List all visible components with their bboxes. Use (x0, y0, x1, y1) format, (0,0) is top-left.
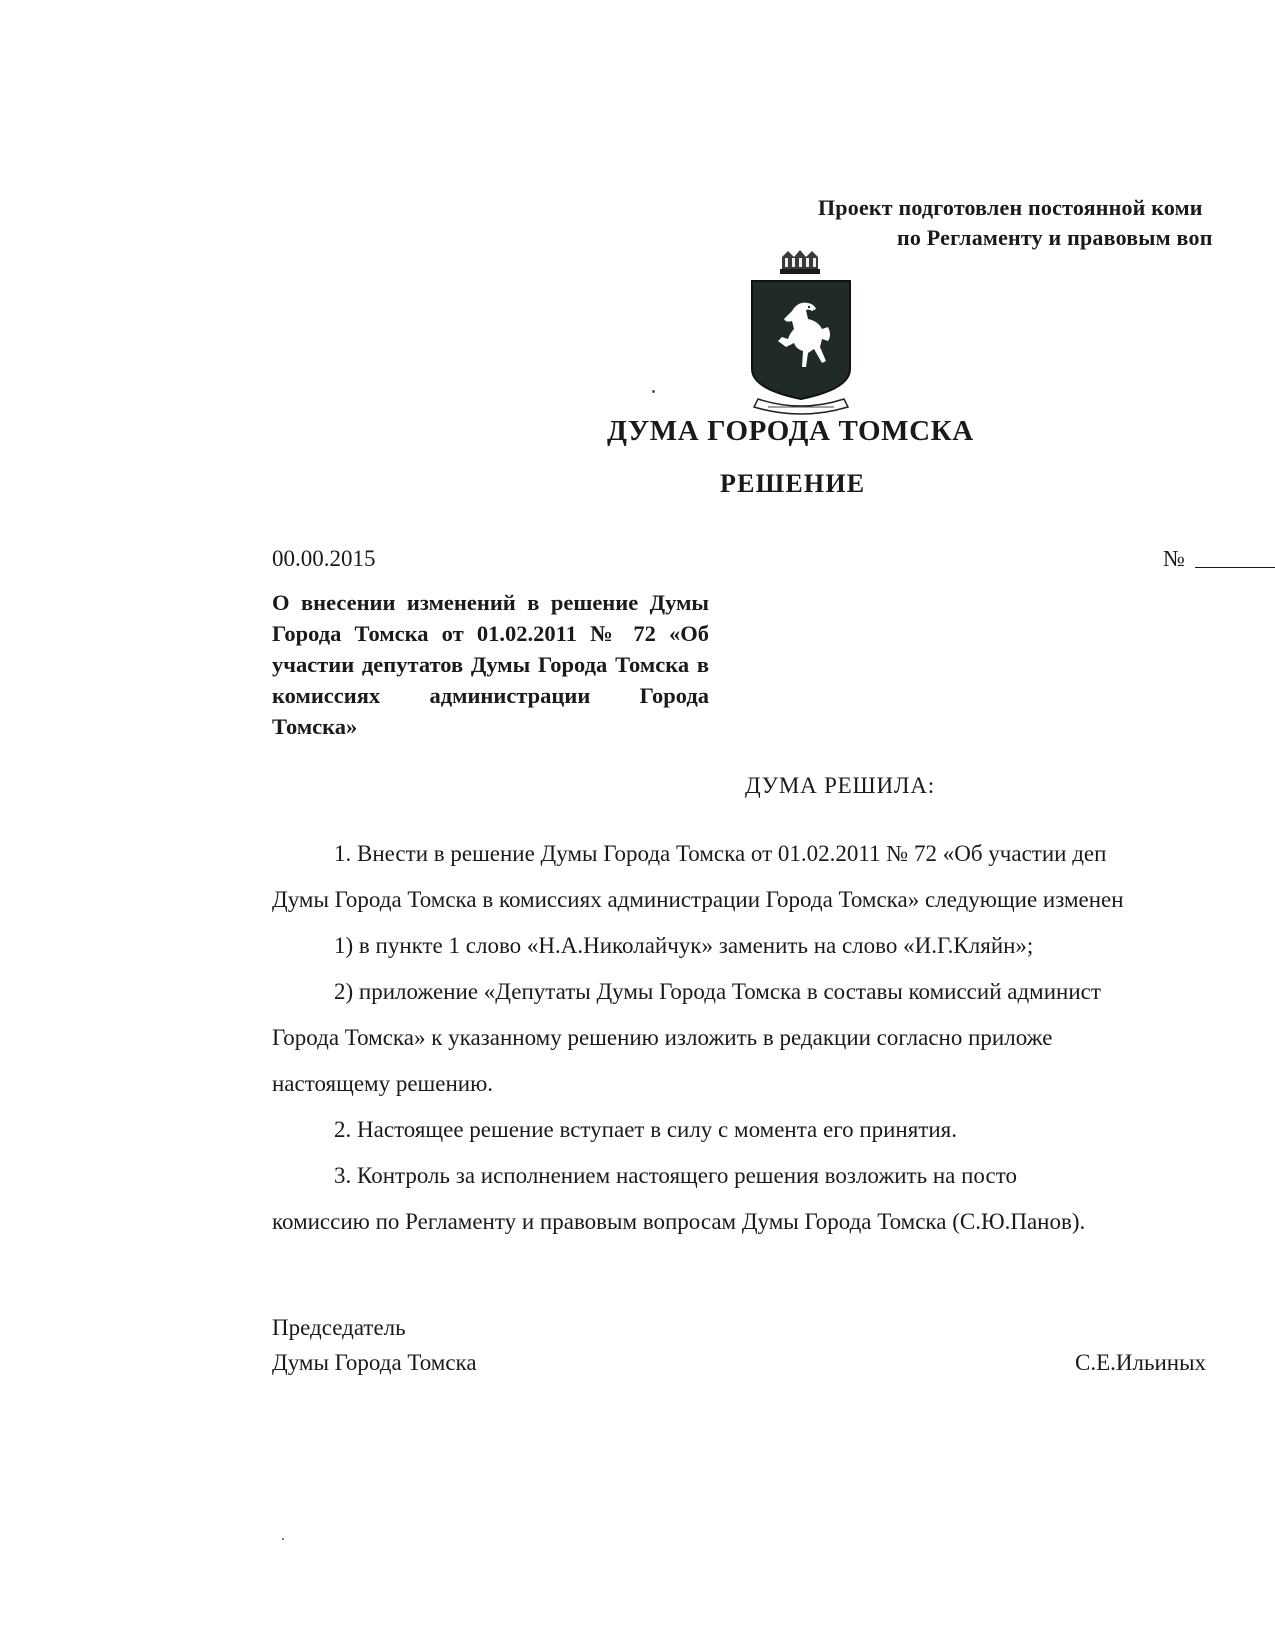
resolved-heading: ДУМА РЕШИЛА: (745, 773, 935, 798)
document-date: 00.00.2015 (272, 546, 376, 571)
clause-1-line1: 1. Внести в решение Думы Города Томска от 01.02.2011 № 72 «Об участии деп (334, 841, 1107, 866)
clause-1-line2: Думы Города Томска в комиссиях администрации Города Томска» следующие изменен (272, 887, 1124, 912)
document-subject: О внесении изменений в решение Думы Города Томска от 01.02.2011 № 72 «Об участии депутатов Думы Города Томска в комиссиях администрации Города Томска» (272, 590, 709, 739)
number-blank-line (1195, 547, 1275, 568)
signatory-name: С.Е.Ильиных (1075, 1350, 1207, 1375)
document-type: РЕШЕНИЕ (720, 469, 866, 498)
number-label: № (1163, 546, 1185, 571)
resolution-body (272, 831, 1275, 1245)
signatory-position (272, 1310, 477, 1380)
prepared-by-note (818, 193, 1213, 253)
scan-speck (652, 390, 655, 393)
prepared-by-line1: Проект подготовлен постоянной коми (818, 195, 1203, 220)
prepared-by-line2: по Регламенту и правовым воп (897, 225, 1213, 250)
clause-1-subitem-2-line2: Города Томска» к указанному решению изложить в редакции согласно приложе (272, 1025, 1053, 1050)
scan-speck (282, 1538, 284, 1540)
clause-1-subitem-2-line1: 2) приложение «Депутаты Думы Города Томска в составы комиссий админист (334, 979, 1101, 1004)
signatory-position-line2: Думы Города Томска (272, 1350, 477, 1375)
clause-3-line2: комиссию по Регламенту и правовым вопросам Думы Города Томска (С.Ю.Панов). (272, 1209, 1086, 1234)
clause-1-subitem-1: 1) в пункте 1 слово «Н.А.Николайчук» заменить на слово «И.Г.Кляйн»; (334, 933, 1034, 958)
document-number (1163, 546, 1275, 572)
council-name: ДУМА ГОРОДА ТОМСКА (607, 415, 974, 447)
clause-1-subitem-2-line3: настоящему решению. (272, 1071, 494, 1096)
tomsk-coat-of-arms-icon (748, 249, 854, 417)
crown-icon (780, 250, 820, 274)
ribbon-icon (754, 399, 848, 414)
signatory-position-line1: Председатель (272, 1315, 406, 1340)
clause-2: 2. Настоящее решение вступает в силу с момента его принятия. (334, 1117, 958, 1142)
clause-3-line1: 3. Контроль за исполнением настоящего решения возложить на посто (334, 1163, 1017, 1188)
